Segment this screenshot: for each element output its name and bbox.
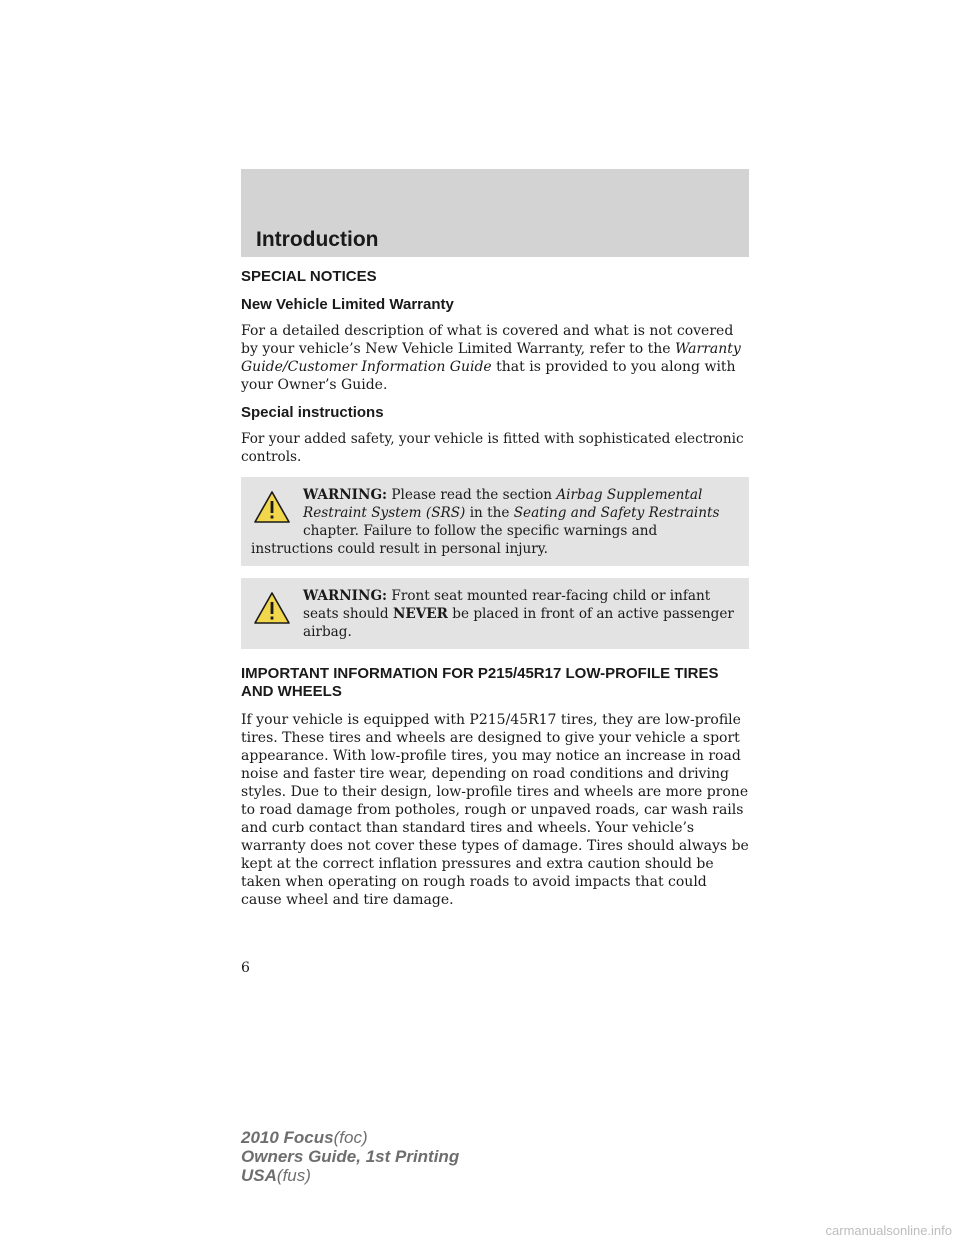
warranty-text-1: For a detailed description of what is covered and what is not covered by your vehicle’s New Vehicle Limited Warranty, refer to the bbox=[241, 323, 734, 357]
special-instructions-heading: Special instructions bbox=[241, 404, 384, 421]
tires-paragraph: If your vehicle is equipped with P215/45R17 tires, they are low-profile tires. These tires and wheels are designed to give your vehicle a sport appearance. With low-profile tires, you may notice an increase in road noise and faster tire wear, depending on road conditions and driving styles. Due to their design, low-profile tires and wheels are more prone to road damage from potholes, rough or unpaved roads, car wash rails and curb contact than standard tires and wheels. Your vehicle’s warranty does not cover these types of damage. Tires should always be kept at the correct inflation pressures and extra caution should be taken when operating on rough roads to avoid impacts that could cause wheel and tire damage. bbox=[241, 712, 749, 908]
watermark: carmanualsonline.info bbox=[825, 1223, 952, 1238]
warranty-paragraph bbox=[241, 322, 749, 394]
warning-text-2: in the bbox=[465, 505, 514, 521]
warning-label: WARNING: bbox=[303, 588, 388, 604]
warning-ref-airbag: Airbag Supplemental Restraint System (SRS) bbox=[303, 487, 703, 521]
warning-ref-chapter: Seating and Safety Restraints bbox=[513, 505, 720, 521]
warning-emphasis-never: NEVER bbox=[392, 606, 448, 622]
section-header-band bbox=[241, 169, 749, 257]
warning-box-airbag bbox=[241, 477, 749, 566]
warning-box-child-seat bbox=[241, 578, 749, 649]
warning-text-2: be placed in front of an active passenger airbag. bbox=[303, 606, 734, 640]
warning-text-1: Please read the section bbox=[387, 487, 557, 503]
warning-triangle-icon bbox=[253, 591, 291, 625]
special-instructions-paragraph: For your added safety, your vehicle is fitted with sophisticated electronic controls. bbox=[241, 431, 744, 465]
special-notices-heading: SPECIAL NOTICES bbox=[241, 268, 377, 285]
warranty-guide-title: Warranty Guide/Customer Information Guide bbox=[241, 341, 741, 375]
footer-market: USA bbox=[241, 1166, 277, 1185]
warranty-heading: New Vehicle Limited Warranty bbox=[241, 296, 454, 313]
footer-model: 2010 Focus bbox=[241, 1128, 334, 1147]
footer-line-1 bbox=[241, 1128, 459, 1147]
warning-text-3: chapter. Failure to follow the specific warnings and instructions could result in personal injury. bbox=[251, 523, 658, 557]
warning-label: WARNING: bbox=[303, 487, 388, 503]
warning-text-1: Front seat mounted rear-facing child or infant seats should bbox=[303, 588, 711, 622]
section-title: Introduction bbox=[256, 228, 379, 251]
page-number: 6 bbox=[241, 960, 250, 976]
footer-market-code: (fus) bbox=[276, 1166, 311, 1185]
footer-line-3 bbox=[241, 1166, 459, 1185]
warranty-text-2: that is provided to you along with your Owner’s Guide. bbox=[241, 359, 736, 393]
tires-heading: IMPORTANT INFORMATION FOR P215/45R17 LOW-PROFILE TIRES AND WHEELS bbox=[241, 665, 719, 700]
footer-line-2: Owners Guide, 1st Printing bbox=[241, 1147, 460, 1166]
warning-triangle-icon bbox=[253, 490, 291, 524]
page-content bbox=[241, 268, 749, 919]
print-footer bbox=[241, 1128, 459, 1185]
footer-model-code: (foc) bbox=[333, 1128, 368, 1147]
